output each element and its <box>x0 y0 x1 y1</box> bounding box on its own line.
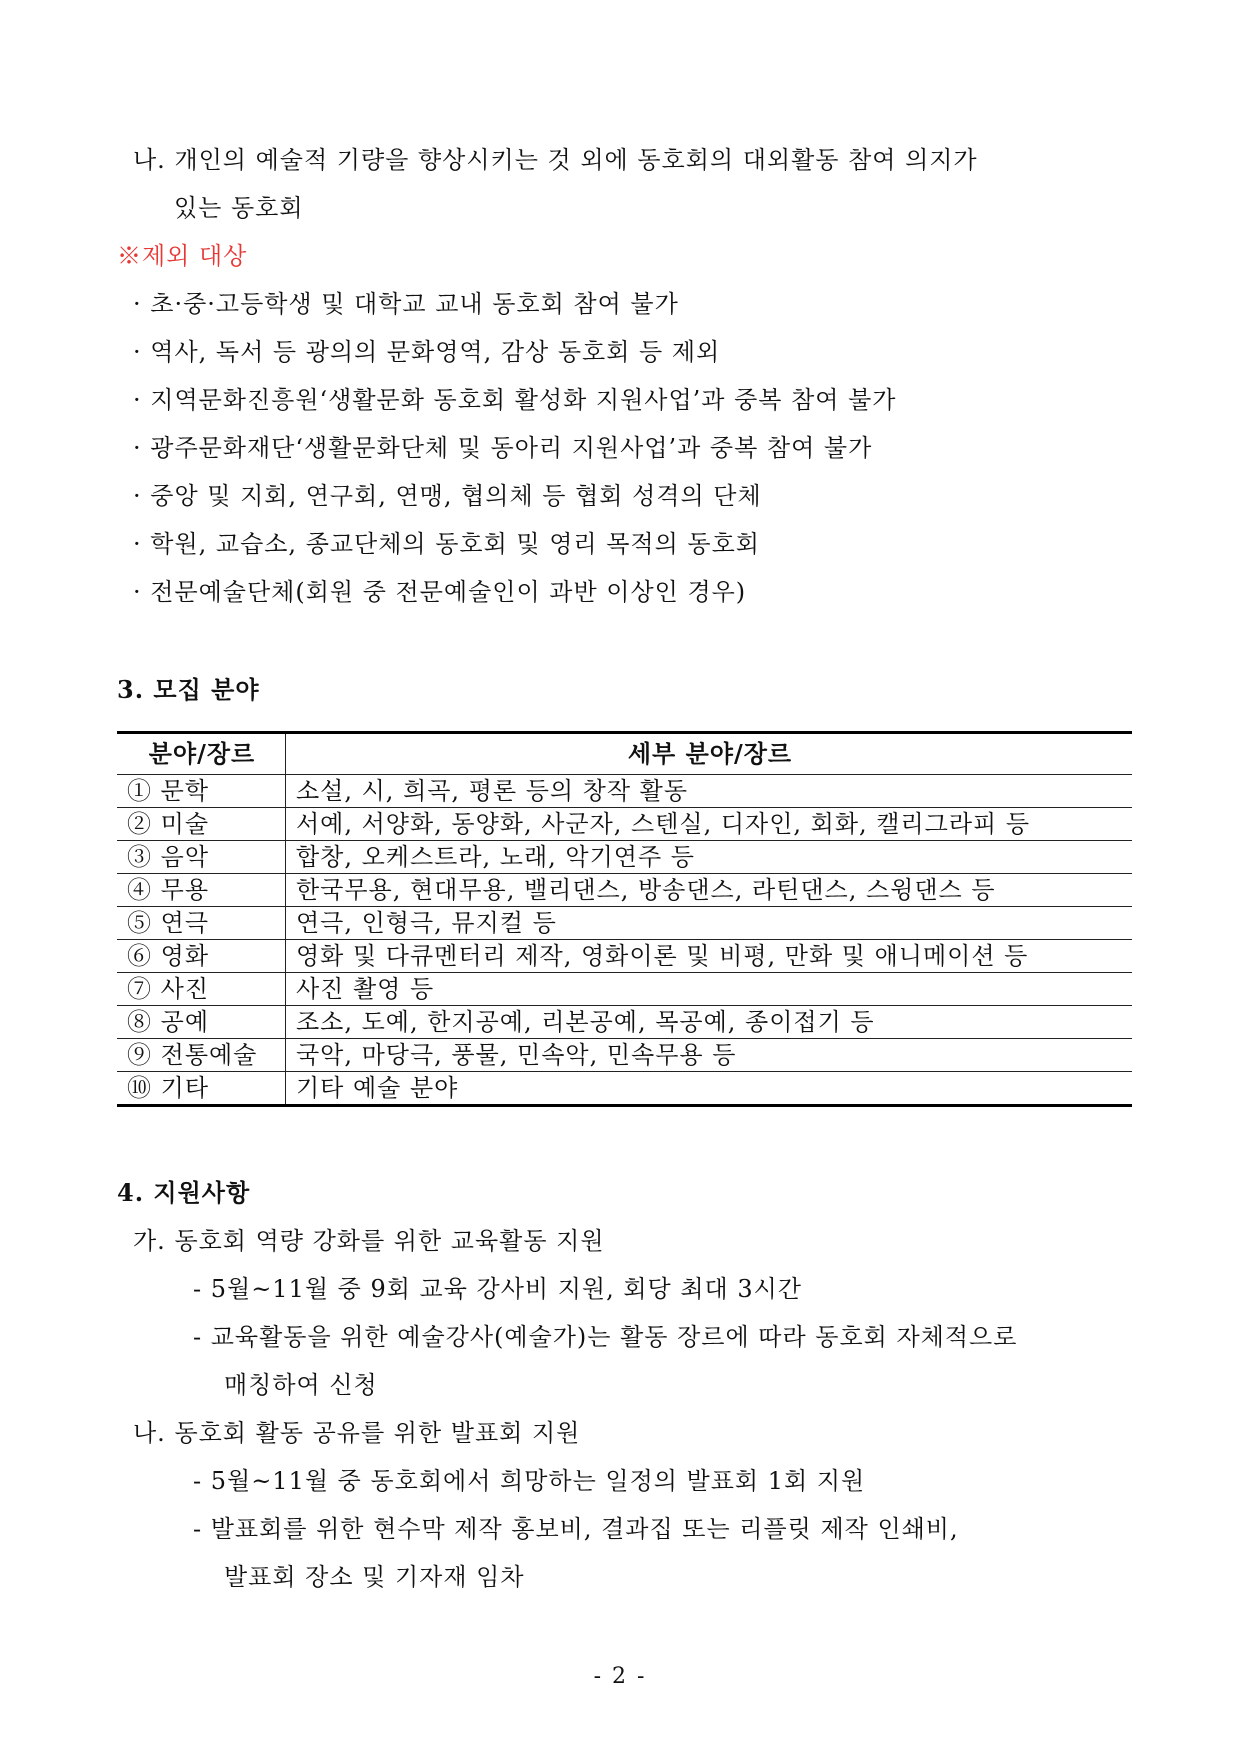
detail-cell: 영화 및 다큐멘터리 제작, 영화이론 및 비평, 만화 및 애니메이션 등 <box>286 940 1133 973</box>
table-row <box>117 775 1132 808</box>
page-number: - 2 - <box>593 1664 647 1689</box>
genre-cell: ⑩ 기타 <box>117 1072 286 1106</box>
exclusion-item: · 광주문화재단‘생활문화단체 및 동아리 지원사업’과 중복 참여 불가 <box>133 434 873 462</box>
table-row <box>117 1072 1132 1106</box>
support-ga-title: 가. 동호회 역량 강화를 위한 교육활동 지원 <box>133 1227 605 1255</box>
table-row <box>117 940 1132 973</box>
table-header-row <box>117 733 1132 775</box>
support-na-title: 나. 동호회 활동 공유를 위한 발표회 지원 <box>133 1419 581 1447</box>
eligibility-item-na-line1: 나. 개인의 예술적 기량을 향상시키는 것 외에 동호회의 대외활동 참여 의지가 <box>133 146 978 174</box>
support-na-line1: - 5월~11월 중 동호회에서 희망하는 일정의 발표회 1회 지원 <box>193 1467 866 1495</box>
detail-cell: 사진 촬영 등 <box>286 973 1133 1006</box>
table-row <box>117 808 1132 841</box>
detail-cell: 서예, 서양화, 동양화, 사군자, 스텐실, 디자인, 회화, 캘리그라피 등 <box>286 808 1133 841</box>
exclusion-item: · 전문예술단체(회원 중 전문예술인이 과반 이상인 경우) <box>133 578 747 606</box>
support-na-line2: - 발표회를 위한 현수막 제작 홍보비, 결과집 또는 리플릿 제작 인쇄비, <box>193 1515 959 1543</box>
detail-cell: 소설, 시, 희곡, 평론 등의 창작 활동 <box>286 775 1133 808</box>
genre-cell: ⑤ 연극 <box>117 907 286 940</box>
detail-cell: 기타 예술 분야 <box>286 1072 1133 1106</box>
exclusion-title: ※제외 대상 <box>117 242 248 270</box>
detail-cell: 한국무용, 현대무용, 밸리댄스, 방송댄스, 라틴댄스, 스윙댄스 등 <box>286 874 1133 907</box>
exclusion-item: · 학원, 교습소, 종교단체의 동호회 및 영리 목적의 동호회 <box>133 530 760 558</box>
table-row <box>117 1006 1132 1039</box>
exclusion-item: · 중앙 및 지회, 연구회, 연맹, 협의체 등 협회 성격의 단체 <box>133 482 762 510</box>
support-ga-line3: 매칭하여 신청 <box>224 1371 378 1399</box>
table-row <box>117 973 1132 1006</box>
genre-cell: ⑧ 공예 <box>117 1006 286 1039</box>
genre-cell: ⑦ 사진 <box>117 973 286 1006</box>
detail-cell: 연극, 인형극, 뮤지컬 등 <box>286 907 1133 940</box>
genre-table <box>117 731 1132 1107</box>
exclusion-item: · 지역문화진흥원‘생활문화 동호회 활성화 지원사업’과 중복 참여 불가 <box>133 386 897 414</box>
exclusion-item: · 역사, 독서 등 광의의 문화영역, 감상 동호회 등 제외 <box>133 338 721 366</box>
section3-title: 3. 모집 분야 <box>117 675 260 704</box>
genre-cell: ⑥ 영화 <box>117 940 286 973</box>
genre-cell: ⑨ 전통예술 <box>117 1039 286 1072</box>
table-row <box>117 841 1132 874</box>
support-ga-line1: - 5월~11월 중 9회 교육 강사비 지원, 회당 최대 3시간 <box>193 1275 802 1303</box>
section4-title: 4. 지원사항 <box>117 1178 251 1207</box>
support-na-line3: 발표회 장소 및 기자재 임차 <box>224 1563 525 1591</box>
genre-cell: ④ 무용 <box>117 874 286 907</box>
header-detail: 세부 분야/장르 <box>286 733 1133 775</box>
table-row <box>117 1039 1132 1072</box>
genre-cell: ① 문학 <box>117 775 286 808</box>
genre-cell: ② 미술 <box>117 808 286 841</box>
detail-cell: 조소, 도예, 한지공예, 리본공예, 목공예, 종이접기 등 <box>286 1006 1133 1039</box>
detail-cell: 국악, 마당극, 풍물, 민속악, 민속무용 등 <box>286 1039 1133 1072</box>
table-row <box>117 907 1132 940</box>
exclusion-item: · 초·중·고등학생 및 대학교 교내 동호회 참여 불가 <box>133 290 679 318</box>
header-genre: 분야/장르 <box>117 733 286 775</box>
table-row <box>117 874 1132 907</box>
support-ga-line2: - 교육활동을 위한 예술강사(예술가)는 활동 장르에 따라 동호회 자체적으로 <box>193 1323 1018 1351</box>
eligibility-item-na-line2: 있는 동호회 <box>174 194 304 222</box>
detail-cell: 합창, 오케스트라, 노래, 악기연주 등 <box>286 841 1133 874</box>
genre-cell: ③ 음악 <box>117 841 286 874</box>
